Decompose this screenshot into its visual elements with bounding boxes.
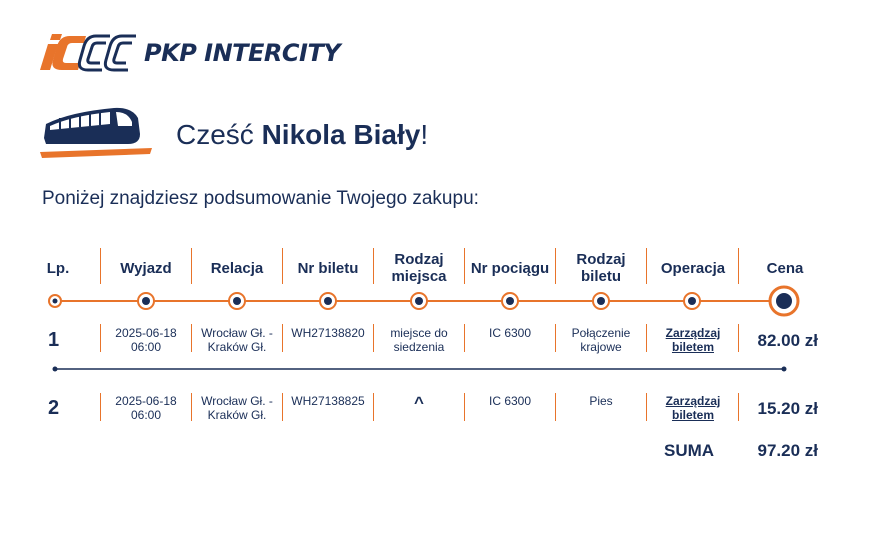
row-1-departure [102,326,190,354]
header-nr-pociagu: Nr pociągu [470,259,550,277]
cell-divider [282,324,283,352]
row-2-manage-ticket-link[interactable]: Zarządzaj biletem [665,394,721,422]
cell-divider [373,324,374,352]
total-value: 97.20 zł [757,441,818,460]
timeline-dot [684,293,700,309]
header-rodzaj-biletu: Rodzaj biletu [576,251,626,285]
row-2-operation-cell [656,394,730,422]
greeting-prefix: Cześć [176,118,262,150]
row-1-route [193,326,281,354]
row-1-ticket-no: WH27138820 [291,326,365,340]
cell-divider [373,393,374,421]
brand-name: PKP INTERCITY [144,39,341,67]
summary-intro-text: Poniżej znajdziesz podsumowanie Twojego zakupu: [42,188,479,209]
header-cena: Cena [766,259,804,277]
row-separator-dot [53,367,58,372]
row-1-time: 06:00 [130,340,162,354]
header-operacja: Operacja [660,259,726,277]
timeline-dot [593,293,609,309]
cell-divider [191,324,192,352]
row-2-route-from: Wrocław Gł. - [201,394,273,408]
greeting-suffix: ! [420,118,429,150]
cell-divider [555,324,556,352]
cell-divider [464,393,465,421]
cell-divider [191,393,192,421]
cell-divider [738,324,739,352]
row-1-seat-type: miejsce do siedzenia [390,326,448,354]
timeline-dot [49,295,61,307]
customer-name: Nikola Biały [261,118,421,150]
timeline-dot [138,293,154,309]
row-separator-dot [782,367,787,372]
header-rodzaj-miejsca: Rodzaj miejsca [391,251,447,285]
row-1-route-from: Wrocław Gł. - [201,326,273,340]
row-2-ticket-no: WH27138825 [291,394,365,408]
cell-divider [100,324,101,352]
row-2-seat-type: ^ [414,393,424,412]
row-1-date: 2025-06-18 [115,326,177,340]
timeline-dot [502,293,518,309]
row-2-price: 15.20 zł [757,399,818,418]
timeline-dot [411,293,427,309]
header-wyjazd: Wyjazd [120,259,172,277]
timeline-dot [229,293,245,309]
header-lp: Lp. [46,259,70,277]
header-nr-biletu: Nr biletu [297,259,359,277]
row-2-departure [102,394,190,422]
row-1-train-no: IC 6300 [488,326,532,340]
row-2-date: 2025-06-18 [115,394,177,408]
cell-divider [100,393,101,421]
cell-divider [555,393,556,421]
row-1-price: 82.00 zł [757,331,818,350]
cell-divider [464,324,465,352]
row-1-manage-ticket-link[interactable]: Zarządzaj biletem [665,326,721,354]
row-2-time: 06:00 [130,408,162,422]
row-1-route-to: Kraków Gł. [207,340,267,354]
cell-divider [646,324,647,352]
row-2-ticket-type: Pies [589,394,613,408]
row-2-train-no: IC 6300 [488,394,532,408]
row-2-route [193,394,281,422]
timeline-dot-end [770,287,798,315]
total-label: SUMA [664,441,715,460]
row-2-lp: 2 [48,397,60,419]
row-1-ticket-type: Połączenie krajowe [571,326,631,354]
header-relacja: Relacja [210,259,264,277]
cell-divider [646,393,647,421]
timeline-dot [320,293,336,309]
cell-divider [282,393,283,421]
row-1-operation-cell [656,326,730,354]
row-1-lp: 1 [48,329,60,351]
row-2-route-to: Kraków Gł. [207,408,267,422]
cell-divider [738,393,739,421]
